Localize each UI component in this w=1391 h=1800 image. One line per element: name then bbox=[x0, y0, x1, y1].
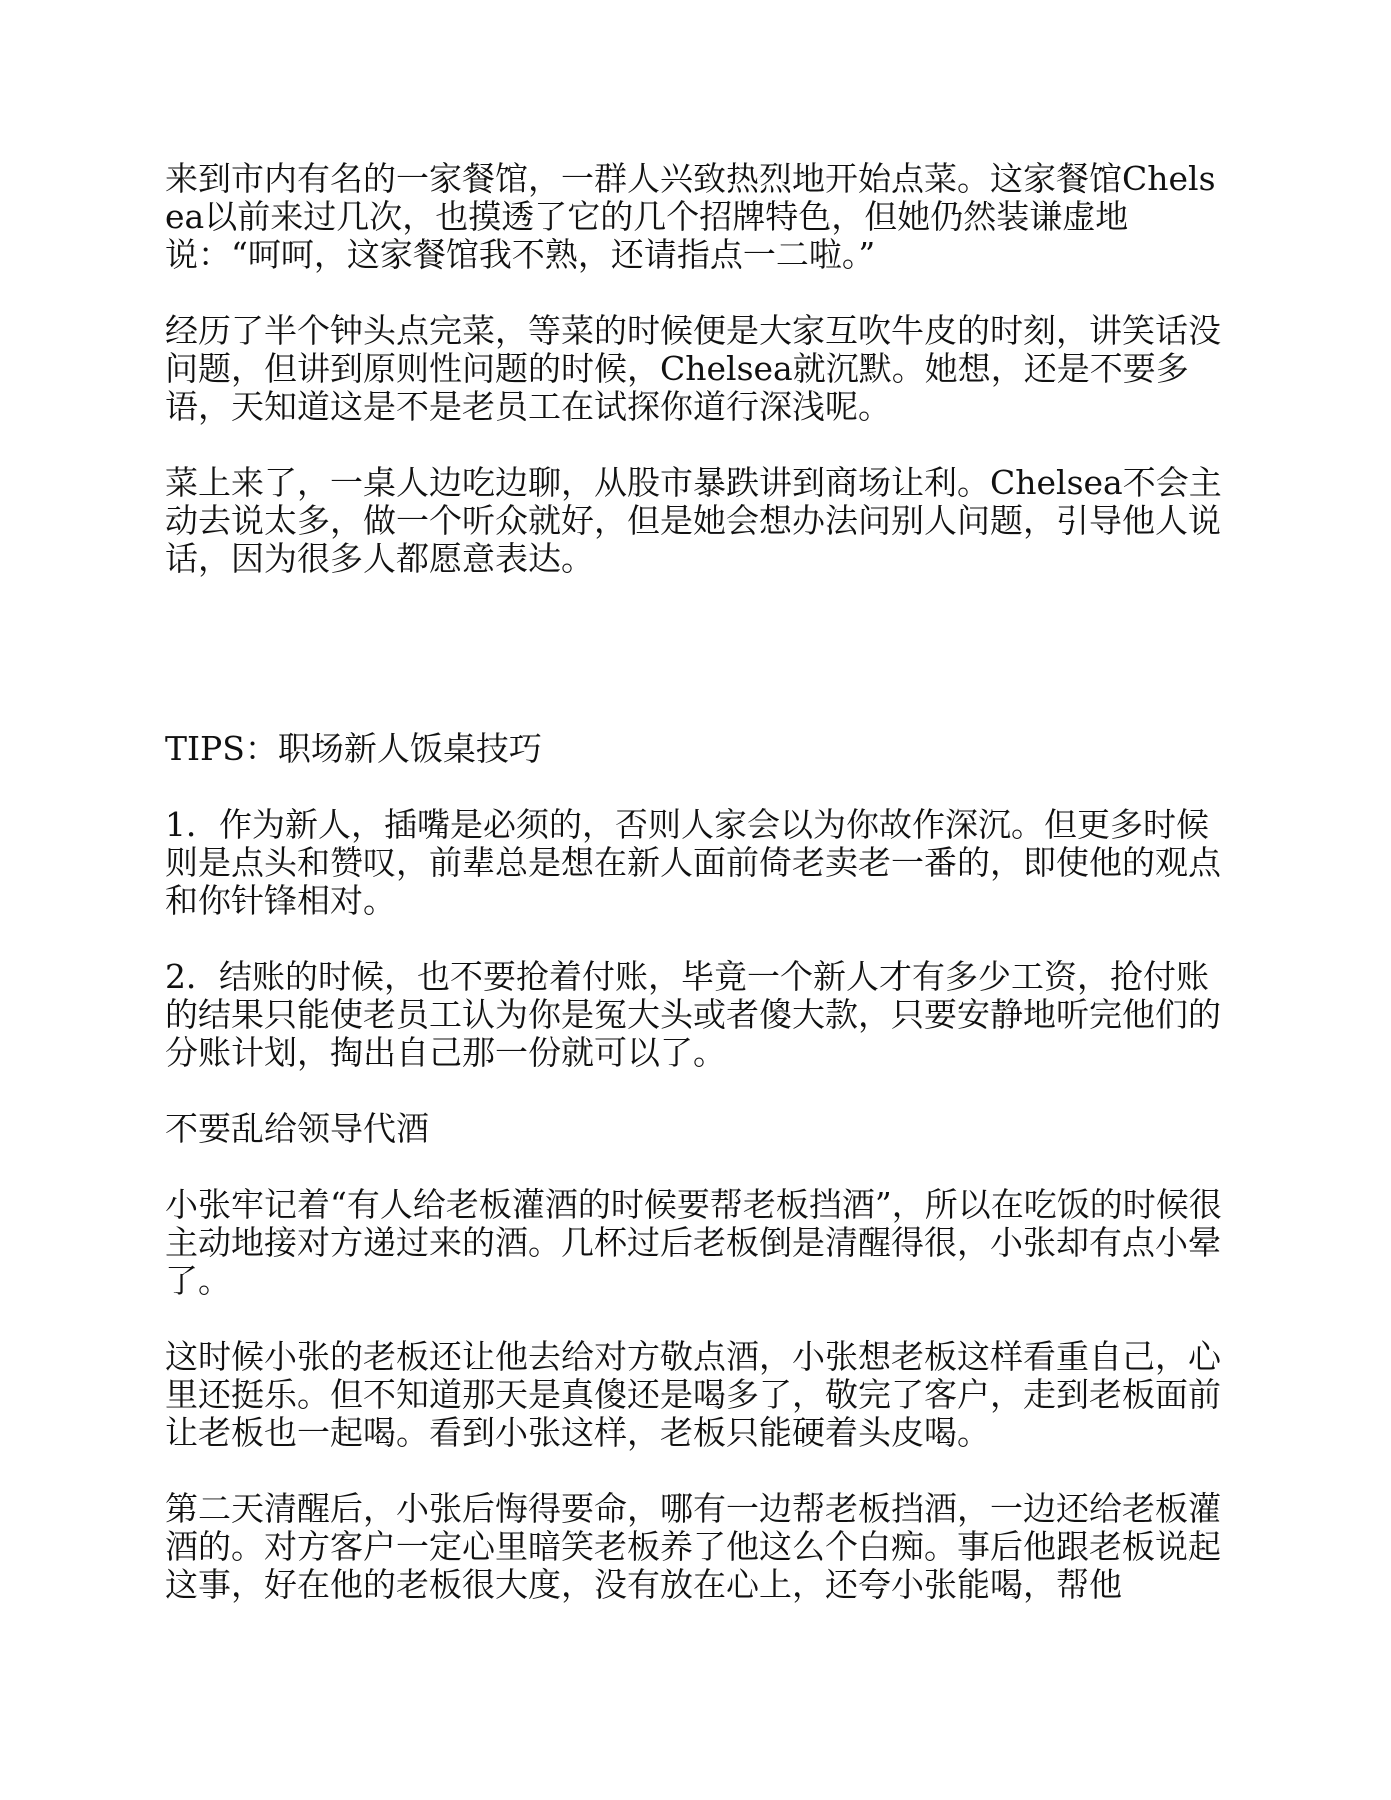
paragraph-blocking-drinks: 小张牢记着“有人给老板灌酒的时候要帮老板挡酒”，所以在吃饭的时候很主动地接对方递过来的酒。几杯过后老板倒是清醒得很，小张却有点小晕了。 bbox=[165, 1185, 1222, 1300]
paragraph-next-day-regret: 第二天清醒后，小张后悔得要命，哪有一边帮老板挡酒，一边还给老板灌酒的。对方客户一定心里暗笑老板养了他这么个白痴。事后他跟老板说起这事，好在他的老板很大度，没有放在心上，还夸小张能喝，帮他 bbox=[165, 1489, 1221, 1604]
paragraph-eating-and-chatting: 菜上来了，一桌人边吃边聊，从股市暴跌讲到商场让利。Chelsea不会主动去说太多，做一个听众就好，但是她会想办法问别人问题，引导他人说话，因为很多人都愿意表达。 bbox=[165, 463, 1222, 578]
paragraph-toasting-client: 这时候小张的老板还让他去给对方敬点酒，小张想老板这样看重自己，心里还挺乐。但不知道那天是真傻还是喝多了，敬完了客户，走到老板面前让老板也一起喝。看到小张这样，老板只能硬着头皮喝。 bbox=[165, 1337, 1221, 1452]
paragraph-waiting-for-food: 经历了半个钟头点完菜，等菜的时候便是大家互吹牛皮的时刻，讲笑话没问题，但讲到原则性问题的时候，Chelsea就沉默。她想，还是不要多语，天知道这是不是老员工在试探你道行深浅呢。 bbox=[165, 311, 1221, 426]
section-heading-drinking: 不要乱给领导代酒 bbox=[165, 1109, 429, 1148]
tip-item-interrupting: 1．作为新人，插嘴是必须的，否则人家会以为你故作深沉。但更多时候则是点头和赞叹，前辈总是想在新人面前倚老卖老一番的，即使他的观点和你针锋相对。 bbox=[165, 805, 1221, 920]
section-gap bbox=[165, 616, 1230, 730]
tips-heading: TIPS：职场新人饭桌技巧 bbox=[165, 729, 542, 768]
paragraph-restaurant-ordering: 来到市内有名的一家餐馆，一群人兴致热烈地开始点菜。这家餐馆Chelsea以前来过几次，也摸透了它的几个招牌特色，但她仍然装谦虚地说：“呵呵，这家餐馆我不熟，还请指点一二啦。” bbox=[165, 159, 1216, 274]
tip-item-paying-bill: 2．结账的时候，也不要抢着付账，毕竟一个新人才有多少工资，抢付账的结果只能使老员工认为你是冤大头或者傻大款，只要安静地听完他们的分账计划，掏出自己那一份就可以了。 bbox=[165, 957, 1221, 1072]
document-body bbox=[165, 160, 1230, 1642]
